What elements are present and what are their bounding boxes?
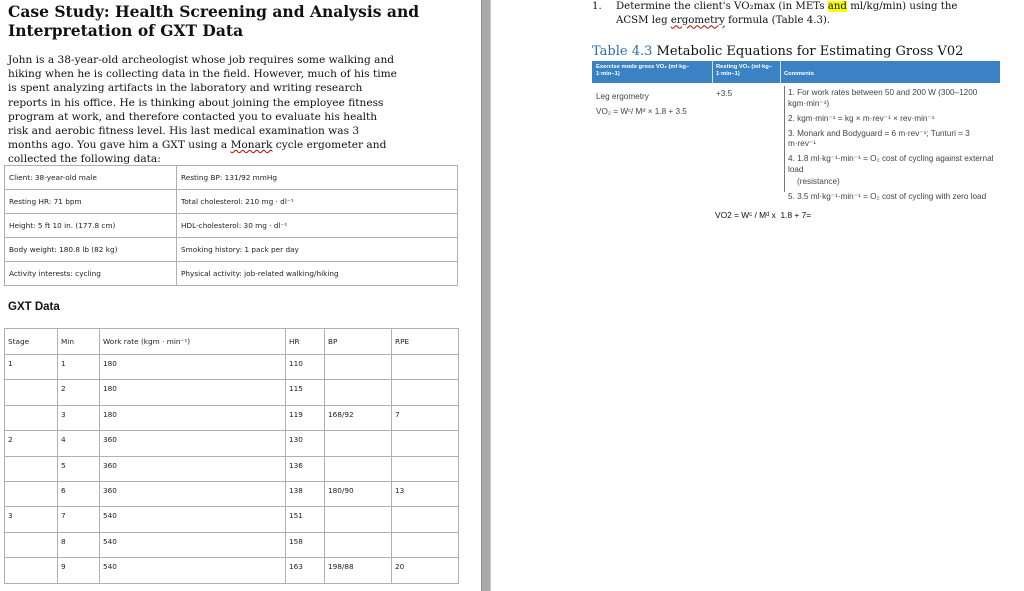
- gxt-column-header: HR: [286, 329, 325, 355]
- gxt-cell: [5, 532, 58, 557]
- gxt-cell: [325, 355, 392, 380]
- gxt-cell: [392, 431, 459, 456]
- gxt-cell: 540: [100, 558, 286, 583]
- gxt-cell: [325, 380, 392, 405]
- mode-equation: VO₂ = Wᶜ/ Mᵈ × 1.8 + 3.5: [596, 107, 687, 116]
- header-separator: [780, 61, 781, 83]
- table-number: Table 4.3: [592, 44, 653, 59]
- gxt-cell: [392, 355, 459, 380]
- header-exercise-mode: Exercise mode gross VO₂ (ml·kg–1·min–1): [596, 64, 690, 77]
- gxt-cell: [325, 431, 392, 456]
- gxt-cell: [325, 532, 392, 557]
- client-info-row: [5, 190, 458, 214]
- comment-item: 2. kgm·min⁻¹ = kg × m·rev⁻¹ × rev·min⁻¹: [788, 113, 935, 123]
- gxt-cell: 180/90: [325, 481, 392, 506]
- client-info-cell: Physical activity: job-related walking/hiking: [177, 262, 458, 286]
- gxt-cell: 7: [392, 405, 459, 430]
- comments-divider-line: [784, 86, 785, 192]
- gxt-data-heading: GXT Data: [8, 301, 60, 313]
- gxt-table-row: [5, 355, 459, 380]
- gxt-cell: 3: [58, 405, 100, 430]
- gxt-cell: 5: [58, 456, 100, 481]
- intro-text-part1: John is a 38-year-old archeologist whose job requires some walking and hiking when he is collecting data in the field. However, much of his time is spent analyzing artifacts in the laboratory and writing research reports in his office. He is thinking about joining the employee fitness program at work, and therefore contacted you to evaluate his health risk and aerobic fitness level. His last medical examination was 3 months ago. You gave him a GXT using a: [8, 54, 397, 152]
- vo2-formula-line[interactable]: VO2 = Wᶜ / Mᵈ x 1.8 + 7=: [715, 210, 812, 220]
- gxt-cell: 540: [100, 532, 286, 557]
- client-info-cell: Height: 5 ft 10 in. (177.8 cm): [5, 214, 177, 238]
- client-info-cell: Resting HR: 71 bpm: [5, 190, 177, 214]
- gxt-cell: [325, 456, 392, 481]
- gxt-data-table: [4, 328, 459, 584]
- gxt-table-row: [5, 380, 459, 405]
- gxt-cell: 180: [100, 405, 286, 430]
- gxt-cell: 198/88: [325, 558, 392, 583]
- gxt-cell: 20: [392, 558, 459, 583]
- question-text-part1: Determine the client's VO₂max (in METs: [616, 1, 828, 12]
- gxt-column-header: Min: [58, 329, 100, 355]
- gxt-cell: [5, 405, 58, 430]
- gxt-table-row: [5, 456, 459, 481]
- header-separator: [712, 61, 713, 83]
- gxt-cell: 6: [58, 481, 100, 506]
- gxt-cell: 136: [286, 456, 325, 481]
- gxt-cell: [5, 380, 58, 405]
- left-document-page: [0, 0, 481, 591]
- client-info-cell: Total cholesterol: 210 mg · dl⁻¹: [177, 190, 458, 214]
- client-info-cell: Smoking history: 1 pack per day: [177, 238, 458, 262]
- exercise-mode-cell: [596, 89, 687, 119]
- gxt-column-header: Work rate (kgm · min⁻¹): [100, 329, 286, 355]
- comment-item: 1. For work rates between 50 and 200 W (300–1200 kgm·min⁻¹): [788, 88, 978, 108]
- gxt-cell: 1: [58, 355, 100, 380]
- gxt-cell: [5, 558, 58, 583]
- gxt-cell: 110: [286, 355, 325, 380]
- client-info-row: [5, 262, 458, 286]
- gxt-cell: 158: [286, 532, 325, 557]
- gxt-cell: [392, 456, 459, 481]
- gxt-cell: 13: [392, 481, 459, 506]
- metabolic-table-body: [592, 84, 1000, 201]
- client-info-table: [4, 165, 458, 286]
- question-text-part3: formula (Table 4.3).: [724, 15, 831, 27]
- gxt-cell: 540: [100, 507, 286, 532]
- header-resting-vo2: Resting VO₂ (ml·kg–1·min–1): [716, 64, 773, 77]
- client-info-cell: Activity interests: cycling: [5, 262, 177, 286]
- resting-vo2-cell: +3.5: [716, 89, 733, 98]
- highlighted-word: and: [827, 1, 847, 12]
- gxt-cell: 9: [58, 558, 100, 583]
- gxt-cell: 360: [100, 431, 286, 456]
- gxt-table-row: [5, 481, 459, 506]
- gxt-table-row: [5, 405, 459, 430]
- gxt-cell: [392, 532, 459, 557]
- comment-item-continuation: (resistance): [797, 176, 840, 186]
- monark-spellcheck-word: Monark: [230, 139, 273, 152]
- gxt-table-row: [5, 431, 459, 456]
- comments-cell: [788, 88, 1000, 207]
- page-divider: [481, 0, 491, 591]
- gxt-cell: 163: [286, 558, 325, 583]
- client-info-cell: HDL-cholesterol: 30 mg · dl⁻¹: [177, 214, 458, 238]
- right-document-page: [491, 0, 1024, 591]
- gxt-cell: 360: [100, 481, 286, 506]
- question-text: [616, 0, 988, 29]
- gxt-cell: 8: [58, 532, 100, 557]
- header-comments: Comments: [784, 71, 814, 77]
- client-info-row: [5, 214, 458, 238]
- gxt-cell: 180: [100, 355, 286, 380]
- gxt-cell: 151: [286, 507, 325, 532]
- gxt-cell: 2: [58, 380, 100, 405]
- comment-item: 3. Monark and Bodyguard = 6 m·rev⁻¹; Tunturi = 3 m·rev⁻¹: [788, 128, 970, 148]
- question-number: 1.: [592, 1, 602, 12]
- client-info-cell: Client: 38-year-old male: [5, 166, 177, 190]
- gxt-cell: 138: [286, 481, 325, 506]
- mode-name: Leg ergometry: [596, 92, 649, 101]
- client-info-cell: Body weight: 180.8 lb (82 kg): [5, 238, 177, 262]
- gxt-header-row: [5, 329, 459, 355]
- gxt-table-row: [5, 558, 459, 583]
- gxt-column-header: Stage: [5, 329, 58, 355]
- gxt-cell: 130: [286, 431, 325, 456]
- gxt-cell: 2: [5, 431, 58, 456]
- gxt-column-header: RPE: [392, 329, 459, 355]
- client-info-row: [5, 166, 458, 190]
- gxt-cell: 168/92: [325, 405, 392, 430]
- table-title: Metabolic Equations for Estimating Gross V02: [652, 44, 964, 59]
- gxt-table-row: [5, 507, 459, 532]
- comment-item: 5. 3.5 ml·kg⁻¹·min⁻¹ = O₂ cost of cycling with zero load: [788, 191, 987, 201]
- gxt-cell: 360: [100, 456, 286, 481]
- table-caption: [592, 44, 1012, 59]
- gxt-cell: [5, 481, 58, 506]
- client-info-row: [5, 238, 458, 262]
- question-text-part2: ml/kg/min) using the ACSM leg: [616, 1, 958, 27]
- gxt-column-header: BP: [325, 329, 392, 355]
- gxt-cell: 7: [58, 507, 100, 532]
- case-study-title: Case Study: Health Screening and Analysis and Interpretation of GXT Data: [8, 2, 420, 40]
- gxt-cell: 180: [100, 380, 286, 405]
- gxt-cell: [392, 507, 459, 532]
- gxt-cell: 1: [5, 355, 58, 380]
- gxt-cell: 3: [5, 507, 58, 532]
- gxt-cell: [392, 380, 459, 405]
- comment-item: 4. 1.8 ml·kg⁻¹·min⁻¹ = O₂ cost of cycling against external load: [788, 154, 994, 174]
- gxt-cell: [325, 507, 392, 532]
- gxt-cell: [5, 456, 58, 481]
- client-info-cell: Resting BP: 131/92 mmHg: [177, 166, 458, 190]
- gxt-cell: 119: [286, 405, 325, 430]
- ergometry-spellcheck-word: ergometry: [670, 15, 725, 27]
- gxt-cell: 115: [286, 380, 325, 405]
- case-intro-paragraph: [8, 53, 400, 167]
- gxt-cell: 4: [58, 431, 100, 456]
- gxt-table-row: [5, 532, 459, 557]
- intro-text-part2: cycle ergometer and collected the following data:: [8, 139, 387, 166]
- metabolic-table-header: [592, 61, 1000, 83]
